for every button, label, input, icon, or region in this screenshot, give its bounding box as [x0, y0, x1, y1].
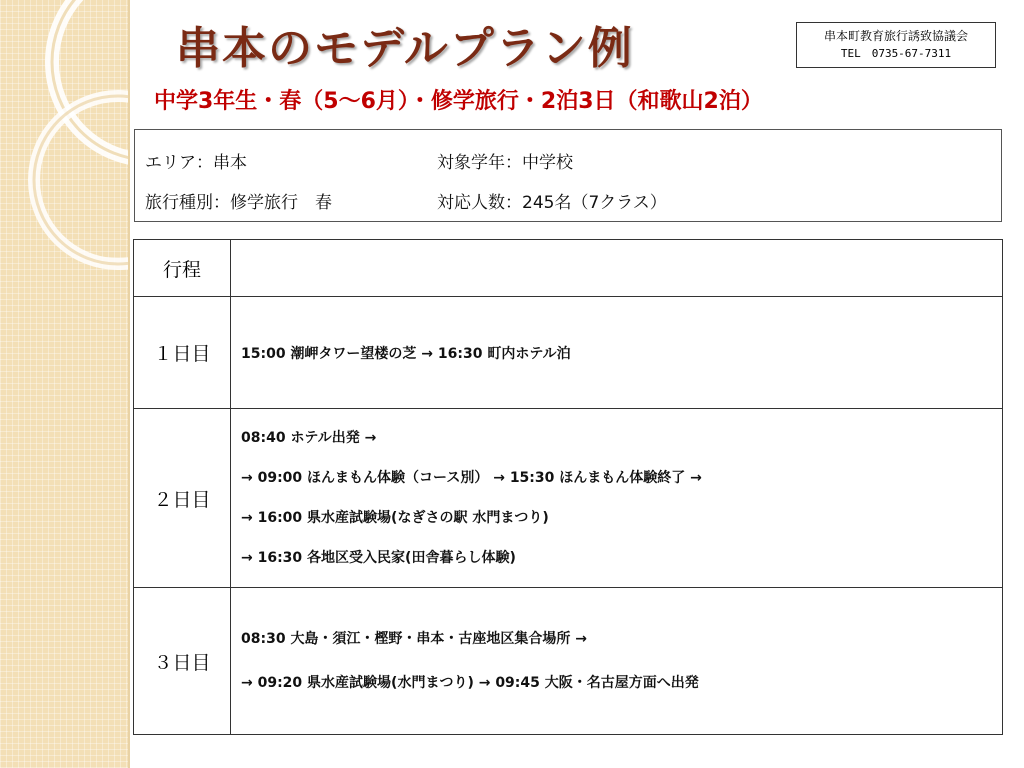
table-row: [134, 588, 1003, 735]
info-area: エリア：串本: [145, 153, 247, 173]
day-label: １日目: [134, 297, 231, 409]
day-label: ２日目: [134, 409, 231, 588]
day-route: [231, 588, 1003, 735]
organization-name: 串本町教育旅行誘致協議会: [823, 29, 968, 43]
route-line: → 09:20 県水産試験場(水門まつり) → 09:45 大阪・名古屋方面へ出発: [241, 675, 699, 691]
schedule-table: [133, 239, 1003, 735]
route-line: → 16:00 県水産試験場(なぎさの駅 水門まつり): [241, 510, 549, 526]
info-trip-type: 旅行種別：修学旅行 春: [145, 193, 332, 213]
decorative-side-strip: [0, 0, 128, 768]
strip-divider: [128, 0, 130, 768]
schedule-header-row: [134, 240, 1003, 297]
day-route: [231, 297, 1003, 409]
schedule-header-label: 行程: [134, 240, 231, 297]
organization-tel: TEL 0735-67-7311: [840, 47, 952, 60]
info-headcount: 対応人数：245名（7クラス）: [437, 193, 667, 213]
table-row: [134, 409, 1003, 588]
route-line: 08:30 大島・須江・樫野・串本・古座地区集合場所 →: [241, 631, 588, 647]
info-target-grade: 対象学年：中学校: [437, 153, 573, 173]
organization-box: [796, 22, 996, 68]
route-line: 08:40 ホテル出発 →: [241, 430, 377, 446]
route-line: → 09:00 ほんまもん体験（コース別） → 15:30 ほんまもん体験終了 →: [241, 470, 702, 486]
route-line: 15:00 潮岬タワー望楼の芝 → 16:30 町内ホテル泊: [241, 345, 571, 362]
info-box: [134, 129, 1002, 222]
route-line: → 16:30 各地区受入民家(田舎暮らし体験): [241, 550, 516, 566]
day-route: [231, 409, 1003, 588]
decorative-rings: [0, 0, 128, 768]
schedule-header-blank: [231, 240, 1003, 297]
day-label: ３日目: [134, 588, 231, 735]
page-title: 串本のモデルプラン例: [176, 23, 634, 74]
plan-subtitle: 中学3年生・春（5～6月）・修学旅行・2泊3日（和歌山2泊）: [154, 89, 763, 114]
table-row: [134, 297, 1003, 409]
